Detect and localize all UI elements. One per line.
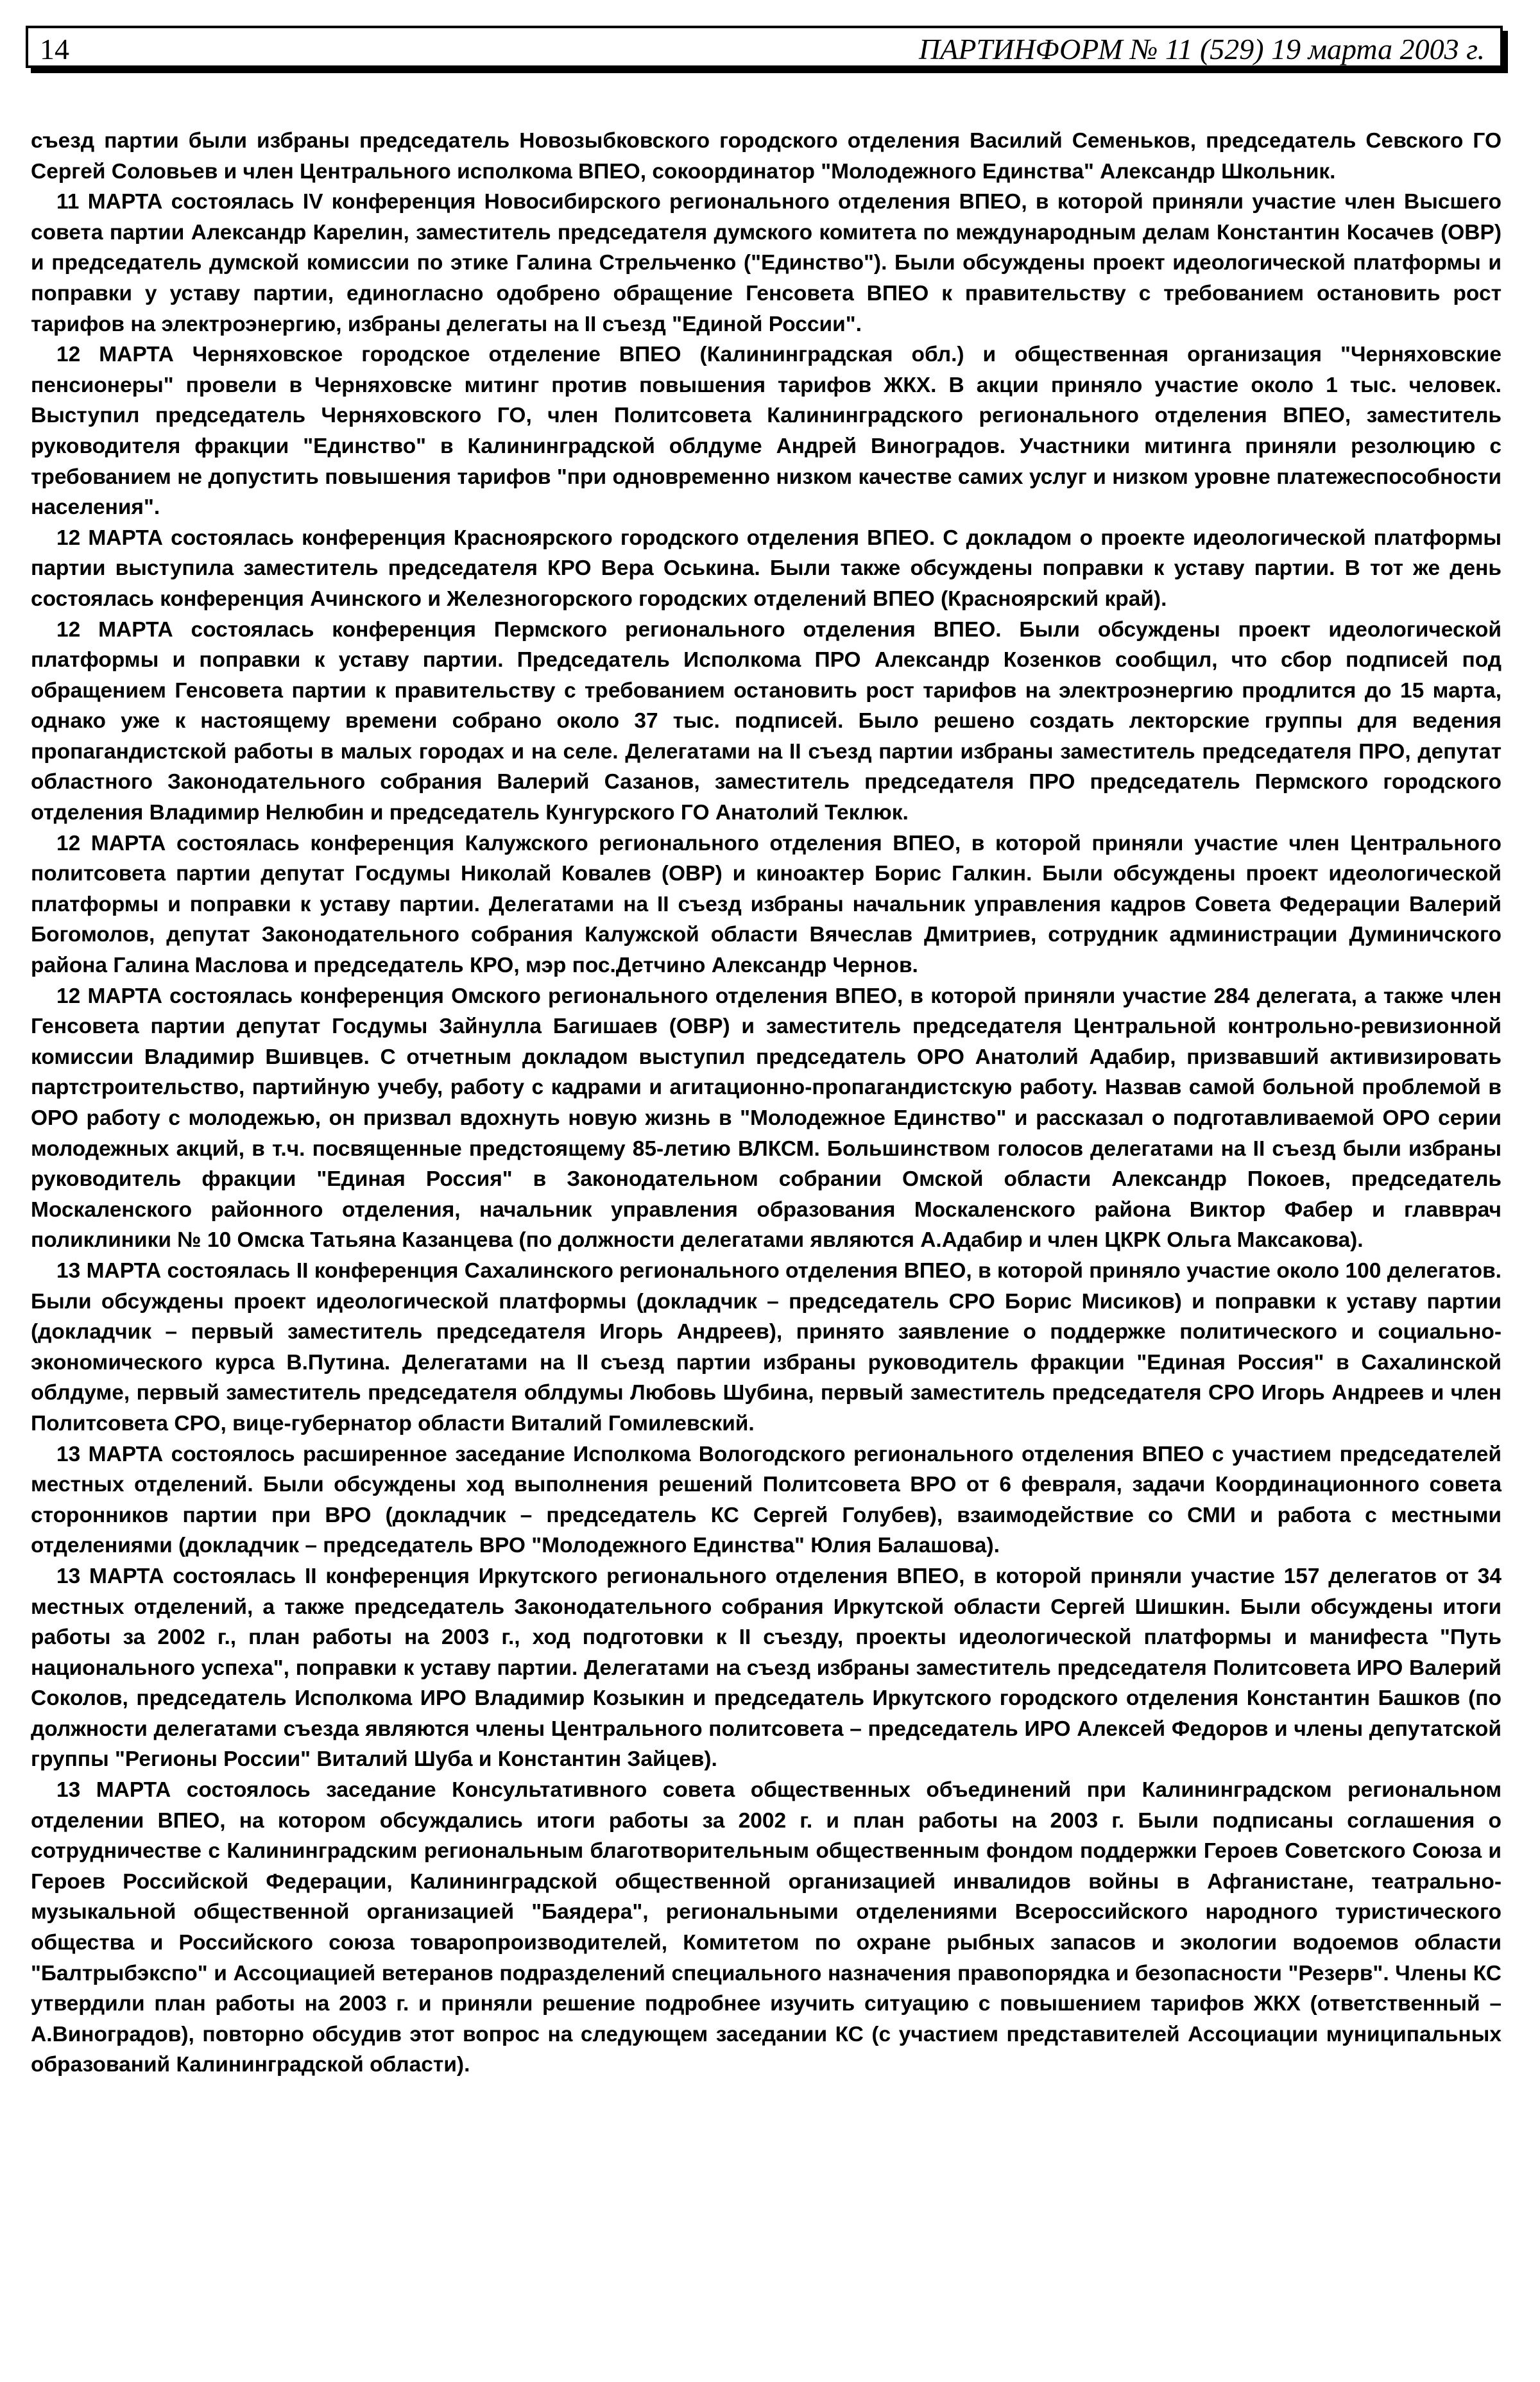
paragraph: 12 МАРТА состоялась конференция Красноярского городского отделения ВПЕО. С докладом о проекте идеологической платформы партии выступила заместитель председателя КРО Вера Оськина. Были также обсуждены поправки к уставу партии. В тот же день состоялась конференция Ачинского и Железногорского городских отделений ВПЕО (Красноярский край).	[31, 526, 1502, 611]
paragraph: 13 МАРТА состоялась II конференция Сахалинского регионального отделения ВПЕО, в которой приняло участие около 100 делегатов. Были обсуждены проект идеологической платформы (докладчик – председатель СРО Борис Мисиков) и поправки к уставу партии (докладчик – первый заместитель председателя Игорь Андреев), принято заявление о поддержке политического и социально-экономического курса В.Путина. Делегатами на II съезд партии избраны руководитель фракции "Единая Россия" в Сахалинской облдуме, первый заместитель председателя облдумы Любовь Шубина, первый заместитель председателя СРО Игорь Андреев и член Политсовета СРО, вице-губернатор области Виталий Гомилевский.	[31, 1258, 1502, 1435]
page-number: 14	[40, 33, 69, 65]
paragraph: 12 МАРТА Черняховское городское отделение ВПЕО (Калининградская обл.) и общественная организация "Черняховские пенсионеры" провели в Черняховске митинг против повышения тарифов ЖКХ. В акции приняло участие около 1 тыс. человек. Выступил председатель Черняховского ГО, член Политсовета Калининградского регионального отделения ВПЕО, заместитель руководителя фракции "Единство" в Калининградской облдуме Андрей Виноградов. Участники митинга приняли резолюцию с требованием не допустить повышения тарифов "при одновременно низком качестве самих услуг и низком уровне платежеспособности населения".	[31, 343, 1502, 520]
paragraph: съезд партии были избраны председатель Новозыбковского городского отделения Василий Семеньков, председатель Севского ГО Сергей Соловьев и член Центрального исполкома ВПЕО, сокоординатор "Молодежного Единства" Александр Школьник.	[31, 129, 1502, 184]
paragraph: 13 МАРТА состоялась II конференция Иркутского регионального отделения ВПЕО, в которой приняли участие 157 делегатов от 34 местных отделений, а также председатель Законодательного собрания Иркутской области Сергей Шишкин. Были обсуждены итоги работы за 2002 г., план работы на 2003 г., ход подготовки к II съезду, проекты идеологической платформы и манифеста "Путь национального успеха", поправки к уставу партии. Делегатами на съезд избраны заместитель председателя Политсовета ИРО Валерий Соколов, председатель Исполкома ИРО Владимир Козыкин и председатель Иркутского городского отделения Константин Башков (по должности делегатами съезда являются члены Центрального политсовета – председатель ИРО Алексей Федоров и члены депутатской группы "Регионы России" Виталий Шуба и Константин Зайцев).	[31, 1564, 1502, 1772]
paragraph: 12 МАРТА состоялась конференция Пермского регионального отделения ВПЕО. Были обсуждены проект идеологической платформы и поправки к уставу партии. Председатель Исполкома ПРО Александр Козенков сообщил, что сбор подписей под обращением Генсовета партии к правительству с требованием остановить рост тарифов на электроэнергию продлится до 15 марта, однако уже к настоящему времени собрано около 37 тыс. подписей. Было решено создать лекторские группы для ведения пропагандистской работы в малых городах и на селе. Делегатами на II съезд партии избраны заместитель председателя ПРО, депутат областного Законодательного собрания Валерий Сазанов, заместитель председателя ПРО председатель Пермского городского отделения Владимир Нелюбин и председатель Кунгурского ГО Анатолий Теклюк.	[31, 617, 1502, 825]
paragraph: 13 МАРТА состоялось заседание Консультативного совета общественных объединений при Калининградском региональном отделении ВПЕО, на котором обсуждались итоги работы за 2002 г. и план работы на 2003 г. Были подписаны соглашения о сотрудничестве с Калининградским региональным благотворительным общественным фондом поддержки Героев Советского Союза и Героев Российской Федерации, Калининградской общественной организацией инвалидов войны в Афганистане, театрально-музыкальной общественной организацией "Баядера", региональными отделениями Всероссийского народного туристического общества и Российского союза товаропроизводителей, Комитетом по охране рыбных запасов и экологии водоемов области "Балтрыбэкспо" и Ассоциацией ветеранов подразделений специального назначения правопорядка и безопасности "Резерв". Члены КС утвердили план работы на 2003 г. и приняли решение подробнее изучить ситуацию с повышением тарифов ЖКХ (ответственный – А.Виноградов), повторно обсудив этот вопрос на следующем заседании КС (с участием представителей Ассоциации муниципальных образований Калининградской области).	[31, 1778, 1502, 2077]
publication-title: ПАРТИНФОРМ № 11 (529) 19 марта 2003 г.	[919, 33, 1485, 65]
paragraph: 13 МАРТА состоялось расширенное заседание Исполкома Вологодского регионального отделения ВПЕО с участием председателей местных отделений. Были обсуждены ход выполнения решений Политсовета ВРО от 6 февраля, задачи Координационного совета сторонников партии при ВРО (докладчик – председатель КС Сергей Голубев), взаимодействие со СМИ и работа с местными отделениями (докладчик – председатель ВРО "Молодежного Единства" Юлия Балашова).	[31, 1442, 1502, 1558]
page-header	[26, 26, 1503, 68]
article-body	[31, 126, 1502, 2080]
paragraph: 11 МАРТА состоялась IV конференция Новосибирского регионального отделения ВПЕО, в которой приняли участие член Высшего совета партии Александр Карелин, заместитель председателя думского комитета по международным делам Константин Косачев (ОВР) и председатель думской комиссии по этике Галина Стрельченко ("Единство"). Были обсуждены проект идеологической платформы и поправки у уставу партии, единогласно одобрено обращение Генсовета ВПЕО к правительству с требованием остановить рост тарифов на электроэнергию, избраны делегаты на II съезд "Единой России".	[31, 190, 1502, 336]
paragraph: 12 МАРТА состоялась конференция Калужского регионального отделения ВПЕО, в которой приняли участие член Центрального политсовета партии депутат Госдумы Николай Ковалев (ОВР) и киноактер Борис Галкин. Были обсуждены проект идеологической платформы и поправки к уставу партии. Делегатами на II съезд избраны начальник управления кадров Совета Федерации Валерий Богомолов, депутат Законодательного собрания Калужской области Вячеслав Дмитриев, сотрудник администрации Думиничского района Галина Маслова и председатель КРО, мэр пос.Детчино Александр Чернов.	[31, 831, 1502, 978]
paragraph: 12 МАРТА состоялась конференция Омского регионального отделения ВПЕО, в которой приняли участие 284 делегата, а также член Генсовета партии депутат Госдумы Зайнулла Багишаев (ОВР) и заместитель председателя Центральной контрольно-ревизионной комиссии Владимир Вшивцев. С отчетным докладом выступил председатель ОРО Анатолий Адабир, призвавший активизировать партстроительство, партийную учебу, работу с кадрами и агитационно-пропагандистскую работу. Назвав самой больной проблемой в ОРО работу с молодежью, он призвал вдохнуть новую жизнь в "Молодежное Единство" и рассказал о подготавливаемой ОРО серии молодежных акций, в т.ч. посвященные предстоящему 85-летию ВЛКСМ. Большинством голосов делегатами на II съезд были избраны руководитель фракции "Единая Россия" в Законодательном собрании Омской области Александр Покоев, председатель Москаленского районного отделения, начальник управления образования Москаленского района Виктор Фабер и главврач поликлиники № 10 Омска Татьяна Казанцева (по должности делегатами являются А.Адабир и член ЦКРК Ольга Максакова).	[31, 984, 1502, 1253]
